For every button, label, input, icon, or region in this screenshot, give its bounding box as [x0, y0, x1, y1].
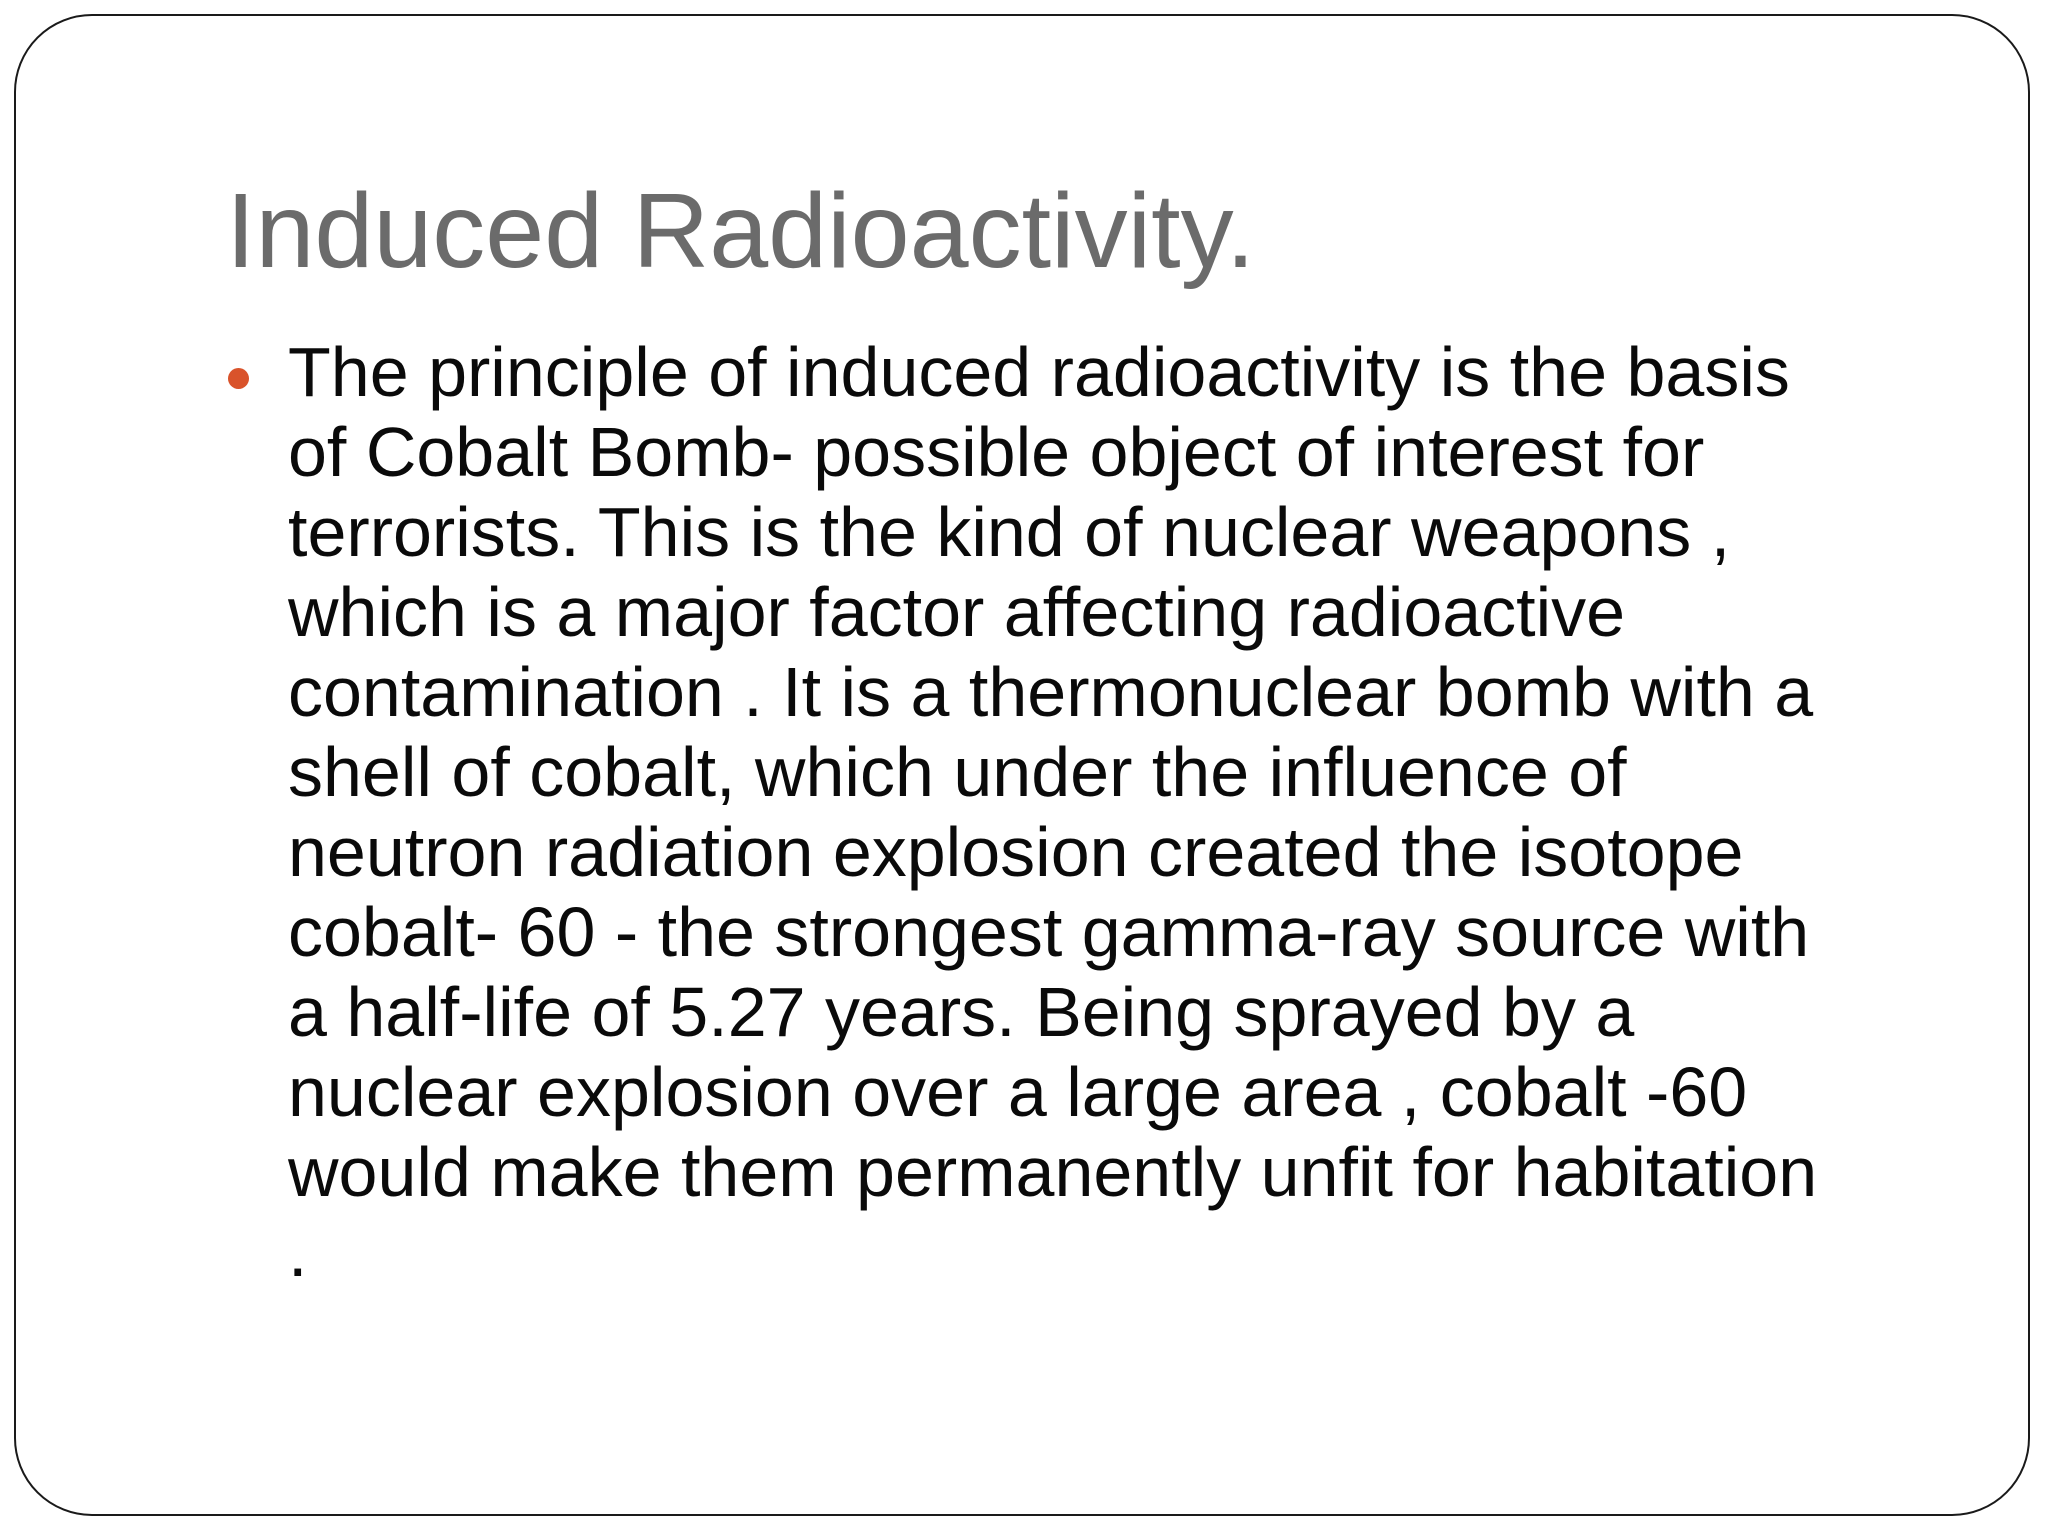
bullet-text: The principle of induced radioactivity is the basis of Cobalt Bomb- possible object of interest for terrorists. This is the kind of nuclear weapons , which is a major factor affecting radioactive contamination . It is a thermonuclear bomb with a shell of cobalt, which under the influence of neutron radiation explosion created the isotope cobalt- 60 - the strongest gamma-ray source with a half-life of 5.27 years. Being sprayed by a nuclear explosion over a large area , cobalt -60 would make them permanently unfit for habitation . — [288, 333, 1818, 1291]
list-item — [226, 332, 1906, 1292]
bullet-icon — [228, 368, 249, 389]
slide-title: Induced Radioactivity. — [226, 172, 1256, 290]
bullet-list — [226, 332, 1906, 1292]
